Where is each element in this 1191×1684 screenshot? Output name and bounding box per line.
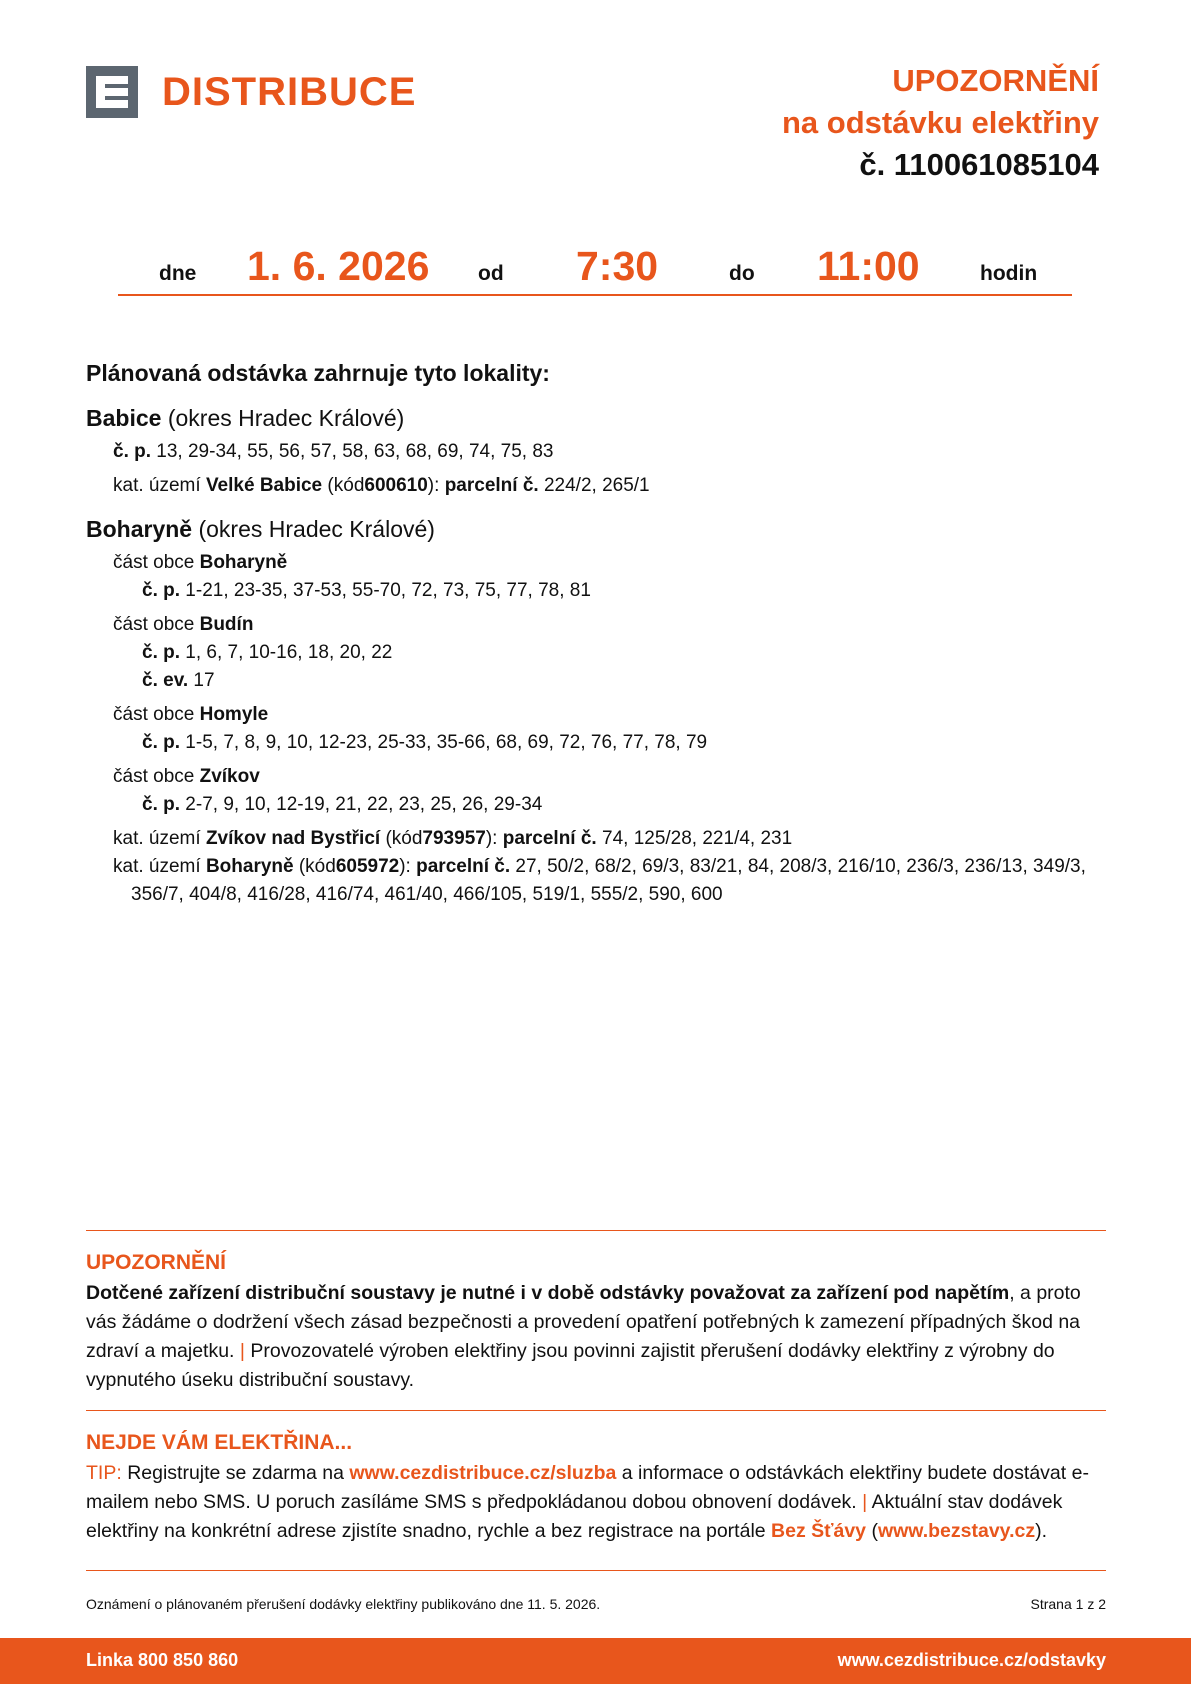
localities-intro: Plánovaná odstávka zahrnuje tyto lokality:	[86, 360, 550, 386]
brand-logo	[86, 66, 416, 118]
notice-subtitle: na odstávku elektřiny	[781, 105, 1099, 140]
municipal-part: část obce Boharyně	[113, 552, 288, 573]
notice-heading	[782, 60, 1099, 186]
outage-help-title: NEJDE VÁM ELEKTŘINA...	[86, 1431, 353, 1454]
house-numbers: č. p. 2-7, 9, 10, 12-19, 21, 22, 23, 25, 26, 29-34	[142, 794, 543, 815]
notice-number: č. 110061085104	[859, 147, 1099, 182]
town-babice	[86, 405, 1106, 432]
house-numbers: č. p. 1-21, 23-35, 37-53, 55-70, 72, 73, 75, 77, 78, 81	[142, 580, 591, 601]
hotline[interactable]: Linka 800 850 860	[86, 1650, 239, 1670]
outage-help-text: TIP: Registrujte se zdarma na www.cezdistribuce.cz/sluzba a informace o odstávkách elektřiny budete dostávat e-mailem nebo SMS. U poruch zasíláme SMS s předpokládanou dobou obnovení dodávek. | Aktuální stav dodávek elektřiny na konkrétní adrese zjistíte snadno, rychle a bez registrace na portále Bez Šťávy (www.bezstavy.cz).	[86, 1462, 1089, 1542]
od-label: od	[478, 262, 504, 285]
house-numbers: č. p. 13, 29-34, 55, 56, 57, 58, 63, 68, 69, 74, 75, 83	[113, 441, 554, 462]
localities	[86, 360, 1106, 909]
time-from: 7:30	[576, 243, 659, 289]
tip-label: TIP:	[86, 1462, 122, 1484]
outages-link[interactable]: www.cezdistribuce.cz/odstavky	[837, 1650, 1106, 1670]
portal-name: Bez Šťávy	[771, 1520, 867, 1542]
warning-title: UPOZORNĚNÍ	[86, 1251, 227, 1274]
cadastral-area: kat. území Velké Babice (kód600610): parcelní č. 224/2, 265/1	[113, 475, 650, 496]
page-number: Strana 1 z 2	[1030, 1596, 1106, 1612]
outage-help-section	[86, 1428, 1110, 1546]
house-numbers: č. p. 1-5, 7, 8, 9, 10, 12-23, 25-33, 35-66, 68, 69, 72, 76, 77, 78, 79	[142, 732, 708, 753]
town-name: Babice	[86, 405, 162, 431]
town-boharyne	[86, 516, 1106, 543]
time-to: 11:00	[817, 243, 920, 289]
house-numbers: č. p. 1, 6, 7, 10-16, 18, 20, 22	[142, 642, 393, 663]
service-link[interactable]: www.cezdistribuce.cz/sluzba	[349, 1462, 617, 1484]
divider	[86, 1230, 1106, 1231]
do-label: do	[729, 262, 755, 285]
separator: |	[239, 1340, 245, 1362]
divider	[86, 1570, 1106, 1571]
town-district: (okres Hradec Králové)	[167, 405, 405, 431]
town-district: (okres Hradec Králové)	[198, 516, 435, 542]
logo-mark-icon	[86, 66, 138, 118]
warning-text: Dotčené zařízení distribuční soustavy je nutné i v době odstávky považovat za zařízení pod napětím, a proto vás žádáme o dodržení všech zásad bezpečnosti a provedení opatření potřebných k zamezení případných škod na zdraví a majetku. | Provozovatelé výroben elektřiny jsou povinni zajistit přerušení dodávky elektřiny z výrobny do vypnutého úseku distribuční soustavy.	[86, 1282, 1081, 1391]
notice-title: UPOZORNĚNÍ	[892, 63, 1099, 98]
hodin-label: hodin	[980, 262, 1038, 285]
warning-section	[86, 1248, 1110, 1395]
dne-label: dne	[159, 262, 197, 285]
schedule-line	[118, 240, 1072, 296]
outage-date: 1. 6. 2026	[247, 243, 430, 289]
publication-note: Oznámení o plánovaném přerušení dodávky elektřiny publikováno dne 11. 5. 2026.	[86, 1596, 601, 1612]
municipal-part: část obce Budín	[113, 614, 254, 635]
cadastral-area: kat. území Boharyně (kód605972): parcelní č. 27, 50/2, 68/2, 69/3, 83/21, 84, 208/3, 216/10, 236/3, 236/13, 349/3, 356/7, 404/8, 416/28, 416/74, 461/40, 466/105, 519/1, 555/2, 590, 600	[113, 856, 1086, 905]
divider	[86, 1410, 1106, 1411]
bezstavy-link[interactable]: www.bezstavy.cz	[877, 1520, 1036, 1542]
cadastral-area: kat. území Zvíkov nad Bystřicí (kód793957): parcelní č. 74, 125/28, 221/4, 231	[113, 828, 793, 849]
municipal-part: část obce Homyle	[113, 704, 269, 725]
brand-name: DISTRIBUCE	[162, 70, 417, 114]
town-name: Boharyně	[86, 516, 193, 542]
registry-numbers: č. ev. 17	[142, 670, 215, 691]
separator: |	[862, 1491, 868, 1513]
municipal-part: část obce Zvíkov	[113, 766, 260, 787]
footer-bar	[0, 1638, 1191, 1684]
